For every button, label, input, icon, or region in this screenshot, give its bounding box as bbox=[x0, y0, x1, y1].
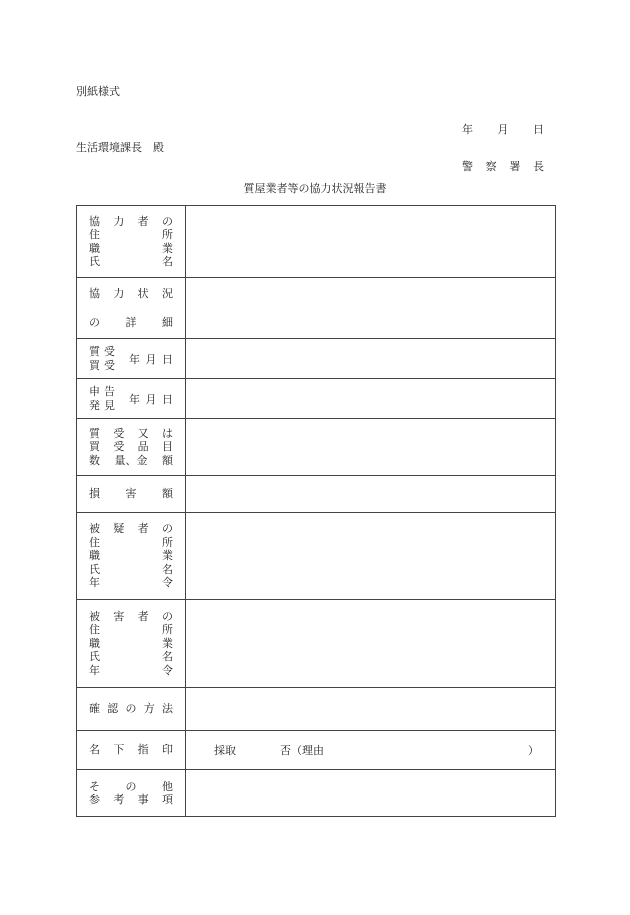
label-char: の bbox=[125, 702, 137, 716]
row-victim bbox=[77, 600, 556, 688]
label-char: 業 bbox=[162, 636, 173, 650]
label-line bbox=[89, 549, 173, 563]
label-char: 者 bbox=[137, 214, 149, 228]
label-char: 見 bbox=[104, 398, 115, 412]
date-year: 年 bbox=[462, 123, 473, 136]
label-line bbox=[89, 228, 173, 242]
date-month: 月 bbox=[497, 123, 509, 136]
label-line bbox=[89, 440, 173, 454]
label-char: 者 bbox=[137, 609, 149, 623]
label-char: 所 bbox=[162, 535, 173, 549]
label-char: の bbox=[161, 609, 173, 623]
value-report-date[interactable] bbox=[186, 379, 556, 419]
row-cooperation-detail bbox=[77, 278, 556, 339]
label-line bbox=[89, 255, 173, 269]
label-damage bbox=[77, 476, 186, 513]
date-day: 日 bbox=[533, 123, 544, 136]
label-char: 数 bbox=[89, 453, 100, 467]
label-char: 被 bbox=[89, 522, 100, 536]
label-char: 日 bbox=[162, 392, 173, 406]
label-line bbox=[89, 780, 173, 794]
row-report-date bbox=[77, 379, 556, 419]
label-char: 住 bbox=[89, 623, 100, 637]
label-char: 協 bbox=[89, 287, 100, 300]
label-line bbox=[89, 664, 173, 678]
label-line bbox=[89, 702, 173, 716]
label-char: 確 bbox=[89, 702, 100, 716]
label-char: 害 bbox=[113, 609, 125, 623]
label-line bbox=[89, 345, 115, 359]
report-title: 質屋業者等の協力状況報告書 bbox=[243, 182, 387, 195]
label-line bbox=[89, 427, 173, 441]
label-ymd bbox=[129, 351, 173, 367]
row-other bbox=[77, 770, 556, 817]
label-line bbox=[89, 359, 115, 373]
label-char: 印 bbox=[161, 743, 173, 757]
label-char: 方 bbox=[143, 702, 155, 716]
label-char: 事 bbox=[137, 793, 149, 806]
label-pawn-date bbox=[77, 339, 186, 379]
fingerprint-taken[interactable]: 採取 bbox=[214, 744, 236, 757]
label-char: 所 bbox=[162, 623, 173, 637]
label-char: 受 bbox=[104, 345, 115, 358]
label-char: 被 bbox=[89, 609, 100, 623]
row-pawn-date bbox=[77, 339, 556, 379]
label-line bbox=[89, 637, 173, 651]
value-damage[interactable] bbox=[186, 476, 556, 513]
label-char: 考 bbox=[113, 793, 125, 806]
label-char: 業 bbox=[162, 241, 173, 255]
sender-char: 警 bbox=[462, 160, 473, 173]
label-line bbox=[89, 487, 173, 501]
label-char: 法 bbox=[162, 702, 173, 716]
label-char: 年 bbox=[129, 352, 140, 366]
label-ymd bbox=[129, 391, 173, 407]
label-char: 名 bbox=[162, 650, 173, 664]
row-fingerprint bbox=[77, 731, 556, 770]
label-line bbox=[89, 743, 173, 757]
report-table bbox=[76, 205, 556, 817]
label-victim bbox=[77, 600, 186, 688]
label-line bbox=[89, 316, 173, 330]
form-label: 別紙様式 bbox=[76, 85, 120, 98]
label-cooperation-detail bbox=[77, 278, 186, 339]
value-other[interactable] bbox=[186, 770, 556, 817]
label-line bbox=[89, 536, 173, 550]
label-char: そ bbox=[89, 779, 100, 793]
label-char: 年 bbox=[89, 576, 100, 590]
label-char: 所 bbox=[162, 228, 173, 241]
label-line bbox=[89, 563, 173, 577]
label-report-date bbox=[77, 379, 186, 419]
label-char: 況 bbox=[161, 287, 173, 300]
label-char: の bbox=[161, 214, 173, 228]
label-char: 力 bbox=[113, 287, 125, 300]
label-char: 月 bbox=[145, 352, 157, 366]
label-char: 氏 bbox=[89, 255, 100, 268]
label-char: 詳 bbox=[125, 315, 137, 329]
label-char: 質 bbox=[89, 426, 100, 440]
sender-char: 察 bbox=[485, 160, 497, 173]
label-line bbox=[89, 650, 173, 664]
label-line bbox=[89, 215, 173, 229]
label-char: 令 bbox=[162, 576, 173, 590]
label-line bbox=[89, 793, 173, 807]
label-char: 受 bbox=[113, 440, 125, 454]
label-items bbox=[77, 419, 186, 476]
label-char: 日 bbox=[162, 352, 173, 366]
label-char: 参 bbox=[89, 793, 100, 806]
label-cooperator bbox=[77, 206, 186, 278]
label-char: 申 bbox=[89, 385, 100, 398]
label-char: 目 bbox=[161, 440, 173, 454]
label-confirm-method bbox=[77, 688, 186, 731]
value-cooperation-detail[interactable] bbox=[186, 278, 556, 339]
label-char: 年 bbox=[89, 663, 100, 677]
value-fingerprint[interactable] bbox=[186, 731, 556, 770]
label-char: 状 bbox=[137, 287, 149, 300]
label-char: 名 bbox=[89, 743, 100, 757]
label-char: 年 bbox=[129, 392, 140, 406]
fingerprint-not[interactable]: 否（理由 bbox=[280, 744, 324, 757]
label-line bbox=[89, 623, 173, 637]
label-char: 氏 bbox=[89, 562, 100, 576]
label-line bbox=[89, 399, 115, 413]
label-char: 職 bbox=[89, 636, 100, 650]
label-char: は bbox=[161, 426, 173, 440]
row-items bbox=[77, 419, 556, 476]
label-char: 職 bbox=[89, 549, 100, 563]
label-char: の bbox=[89, 315, 100, 329]
date-field bbox=[462, 123, 544, 137]
label-char: 質 bbox=[89, 345, 100, 358]
label-char: 力 bbox=[113, 214, 125, 228]
label-char: 下 bbox=[113, 743, 125, 757]
label-char: 住 bbox=[89, 228, 100, 241]
label-char: 名 bbox=[162, 562, 173, 576]
label-char: 量、金 bbox=[114, 453, 148, 467]
label-line bbox=[89, 242, 173, 256]
row-confirm-method bbox=[77, 688, 556, 731]
label-line bbox=[89, 287, 173, 301]
label-char: 令 bbox=[162, 663, 173, 677]
label-char: 住 bbox=[89, 535, 100, 549]
label-line bbox=[89, 610, 173, 624]
label-char: 協 bbox=[89, 214, 100, 228]
label-char: 発 bbox=[89, 398, 100, 412]
sender-char: 長 bbox=[532, 160, 544, 173]
label-char: 細 bbox=[162, 315, 173, 329]
value-pawn-date[interactable] bbox=[186, 339, 556, 379]
label-line bbox=[89, 385, 115, 399]
label-char: 項 bbox=[161, 793, 173, 806]
value-cooperator[interactable] bbox=[186, 206, 556, 278]
row-cooperator bbox=[77, 206, 556, 278]
label-char: 損 bbox=[89, 487, 100, 501]
value-suspect[interactable] bbox=[186, 513, 556, 600]
label-char: 買 bbox=[89, 358, 100, 372]
sender-char: 署 bbox=[509, 160, 521, 173]
label-char: 告 bbox=[104, 385, 115, 398]
label-char: 額 bbox=[162, 453, 173, 467]
label-line bbox=[89, 576, 173, 590]
label-line bbox=[89, 522, 173, 536]
label-char: 疑 bbox=[113, 522, 125, 536]
label-char: 者 bbox=[137, 522, 149, 536]
label-char: 職 bbox=[89, 241, 100, 255]
row-damage bbox=[77, 476, 556, 513]
label-char: 品 bbox=[137, 440, 149, 454]
label-fingerprint bbox=[77, 731, 186, 770]
label-char: の bbox=[161, 522, 173, 536]
value-victim[interactable] bbox=[186, 600, 556, 688]
label-char: 指 bbox=[137, 743, 149, 757]
label-char: 受 bbox=[113, 426, 125, 440]
label-char: 業 bbox=[162, 549, 173, 563]
label-char: 受 bbox=[104, 358, 115, 372]
addressee: 生活環境課長 殿 bbox=[76, 141, 164, 154]
label-char: 認 bbox=[107, 702, 119, 716]
label-char: 他 bbox=[162, 779, 173, 793]
value-confirm-method[interactable] bbox=[186, 688, 556, 731]
sender bbox=[462, 160, 544, 174]
label-char: 又 bbox=[137, 426, 149, 440]
fingerprint-close: ） bbox=[528, 744, 539, 757]
label-suspect bbox=[77, 513, 186, 600]
label-line bbox=[89, 454, 173, 468]
label-char: 氏 bbox=[89, 650, 100, 664]
label-char: 額 bbox=[162, 487, 173, 501]
value-items[interactable] bbox=[186, 419, 556, 476]
label-char: 名 bbox=[162, 255, 173, 268]
label-char: 害 bbox=[125, 487, 137, 501]
label-char: の bbox=[125, 779, 137, 793]
label-other bbox=[77, 770, 186, 817]
label-char: 買 bbox=[89, 440, 100, 454]
label-char: 月 bbox=[145, 392, 157, 406]
row-suspect bbox=[77, 513, 556, 600]
